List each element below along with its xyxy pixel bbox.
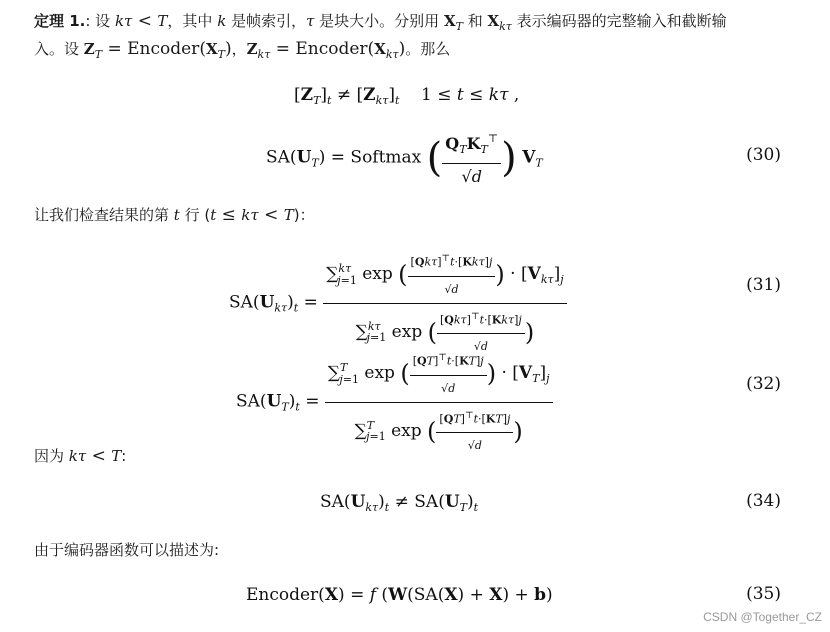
equation-31: $SA(U_{k\tau})_t$ = ∑$^{k\tau}_{j=1}$ exp ( $\frac{[Qk\tau]^⊤t\cdot[Kk\tau]j}{√d}$ ) · $[V_{k\tau}]_j$ ∑$^{k\tau}_{j=1}$ exp ( $\frac{[Qk\tau]^⊤t\cdot[Kk\tau]j}{√d}$ ): [229, 248, 567, 358]
equation-number-31: (31): [746, 275, 781, 295]
equation-number-30: (30): [746, 145, 781, 165]
theorem-line-2: 入。设 $Z_T$ = $Encoder(X_T)$，$Z_{k\tau}$ = $Encoder(X_{k\tau})$。那么: [34, 39, 451, 61]
equation-32: $SA(U_T)_t$ = ∑$^T_{j=1}$ exp ( $\frac{[QT]^⊤t\cdot[KT]j}{√d}$ ) · $[V_T]_j$ ∑$^T_{j=1}$ exp ( $\frac{[QT]^⊤t\cdot[KT]j}{√d}$ ): [236, 347, 553, 457]
equation-number-32: (32): [746, 374, 781, 394]
theorem-label: 定理 1.: [34, 12, 86, 30]
equation-30: $SA(U_T)$ = Softmax ( $\frac{Q_TK_T^⊤}{√d}$ ) $V_T$: [266, 132, 543, 186]
equation-35: Encoder(X) = f (W(SA(X) + X) + b): [246, 585, 553, 605]
equation-number-35: (35): [746, 584, 781, 604]
paragraph-because: 因为 kτ < T:: [34, 446, 127, 466]
equation-inequality: $[Z_T]_t \ne [Z_{k\tau}]_t$ 1 ≤ t ≤ kτ ,: [294, 85, 520, 107]
theorem-line-1: 定理 1.: 设 kτ < T，其中 k 是帧索引，τ 是块大小。分别用 $X_T$ 和 $X_{k\tau}$ 表示编码器的完整输入和截断输: [34, 11, 727, 33]
watermark: CSDN @Together_CZ: [703, 610, 822, 624]
paragraph-encoder-desc: 由于编码器函数可以描述为:: [34, 541, 220, 559]
paragraph-check-row: 让我们检查结果的第 t 行 (t ≤ kτ < T)：: [34, 205, 315, 225]
equation-34: $SA(U_{k\tau})_t \ne SA(U_T)_t$: [320, 492, 479, 514]
equation-number-34: (34): [746, 491, 781, 511]
